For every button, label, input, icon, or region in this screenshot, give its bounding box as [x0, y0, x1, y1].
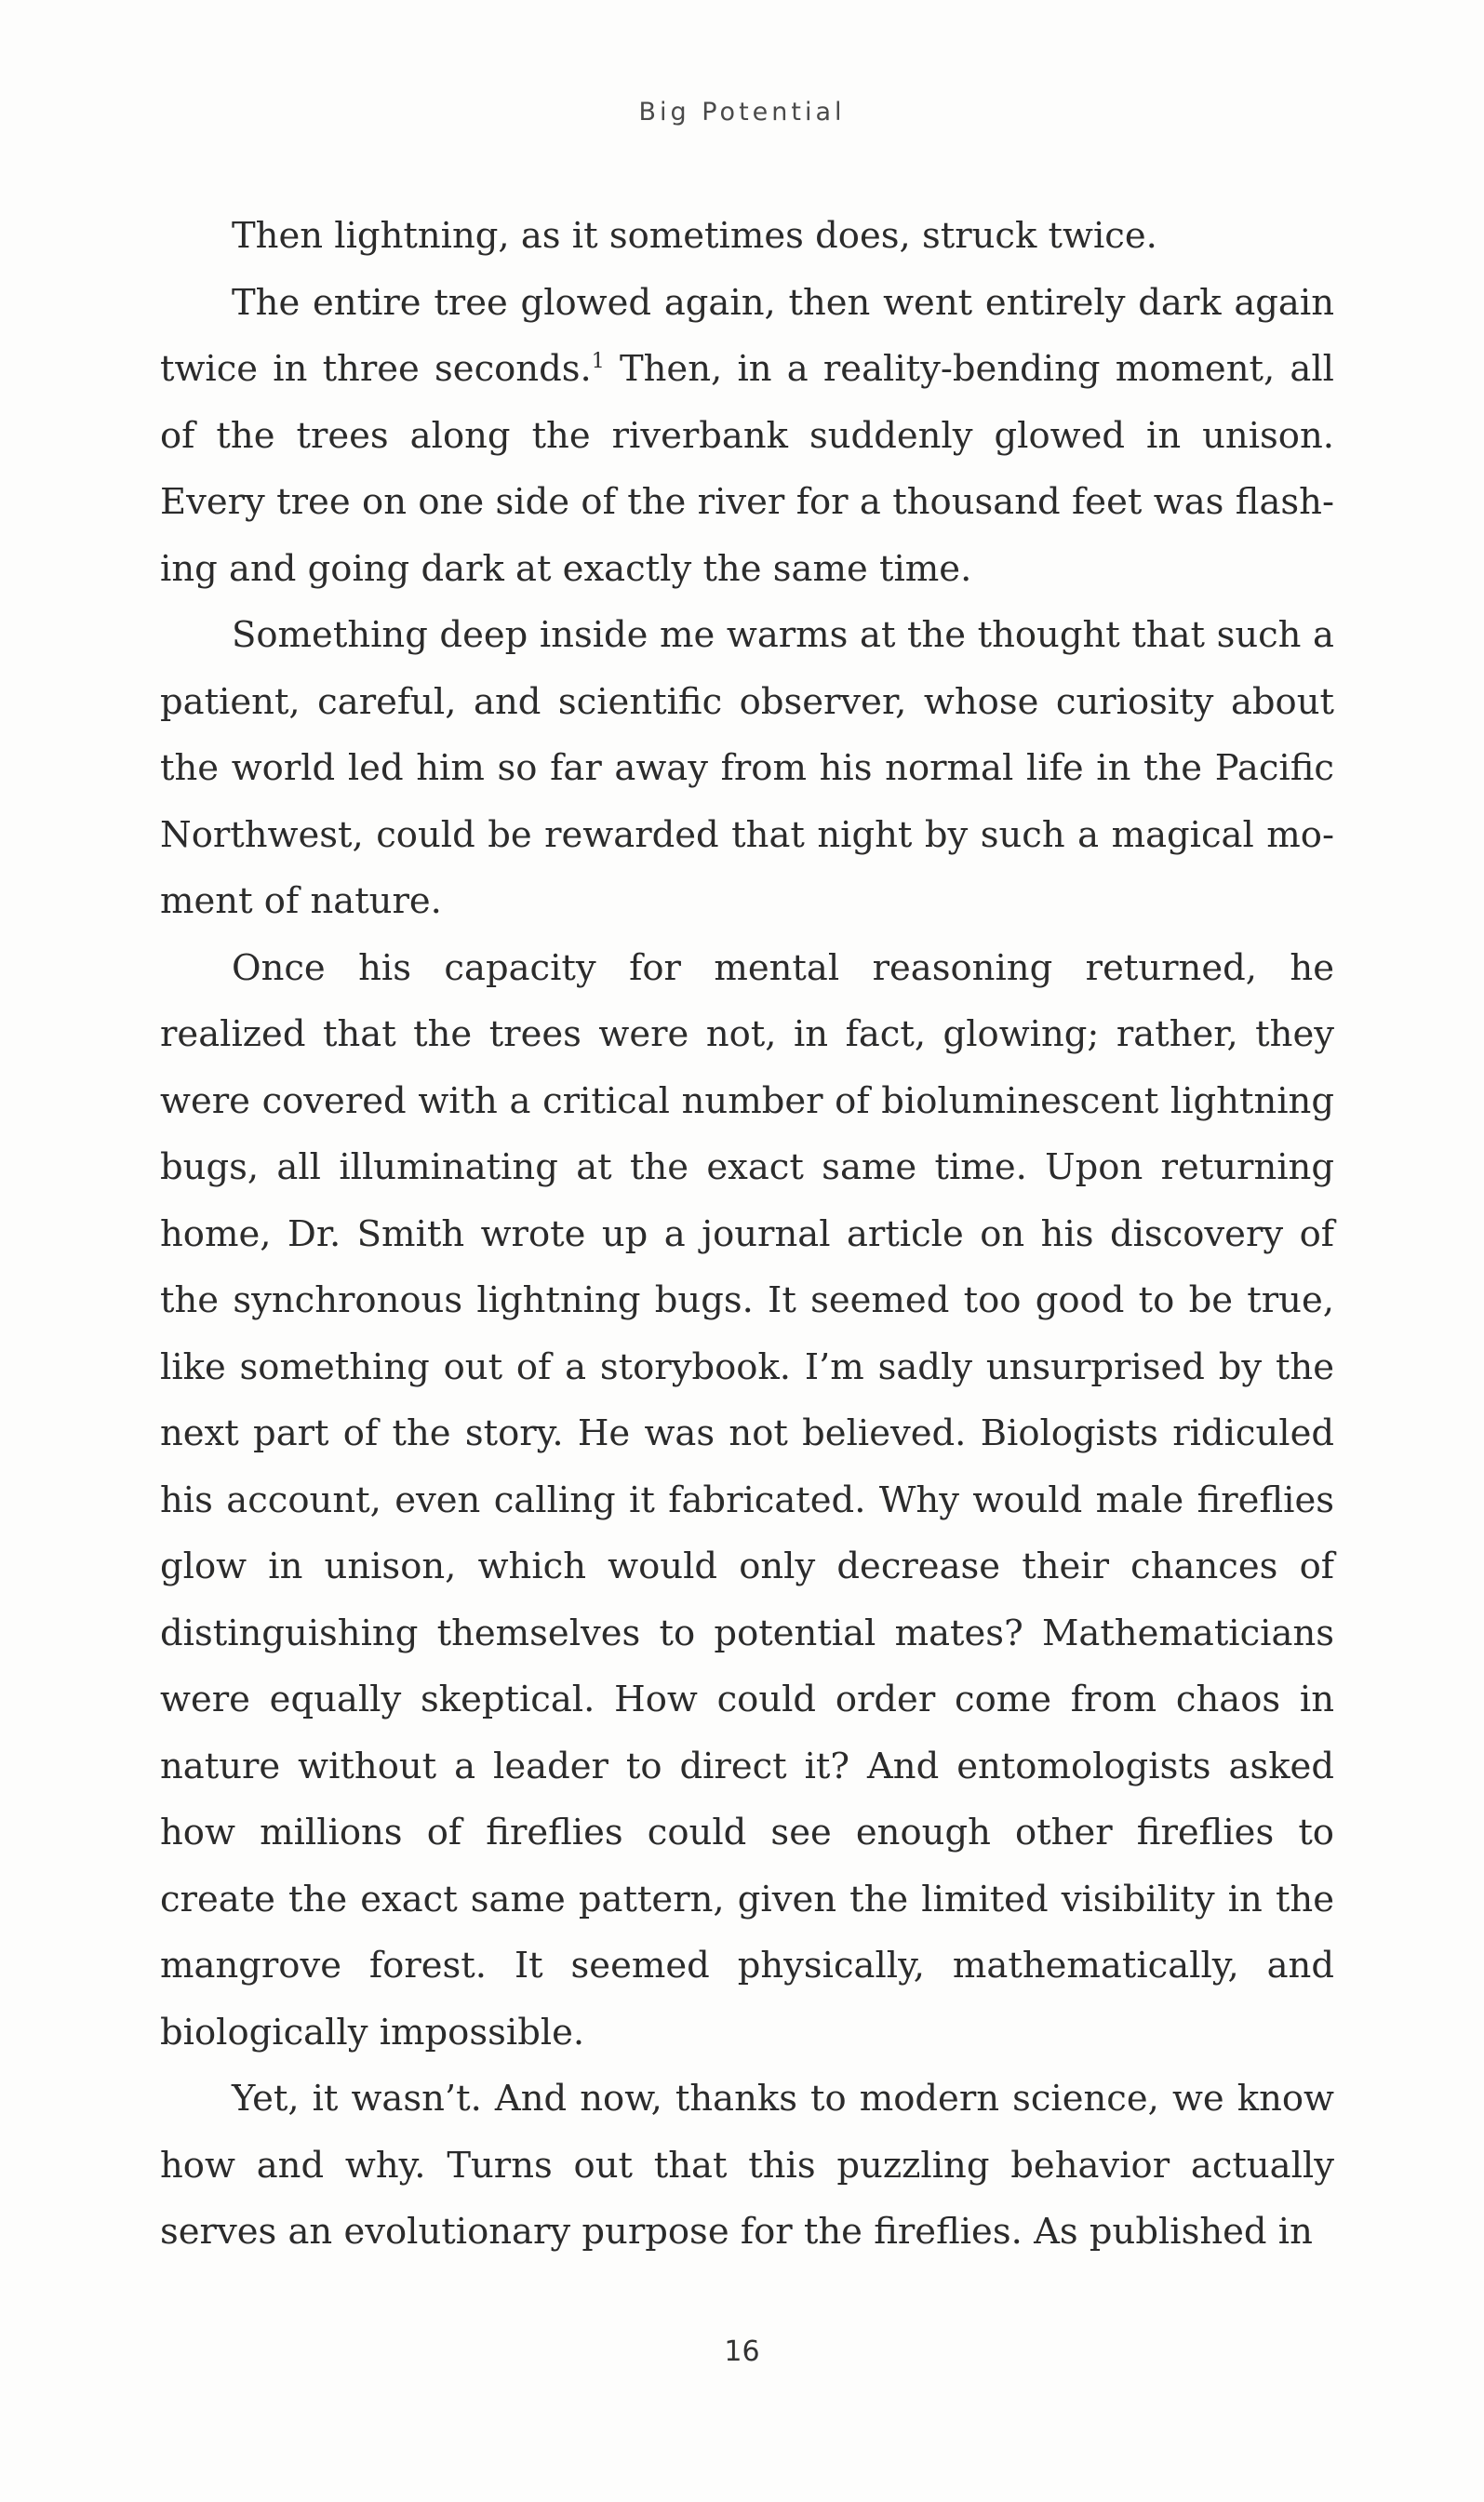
- body-text: [160, 203, 1334, 2266]
- paragraph-2-text-after-note: Then, in a reality-bending moment, all of the trees along the riverbank suddenly glowed in unison. Every tree on one side of the river for a thousand feet was flashing and going dark at exactly the same time.: [160, 348, 1334, 590]
- paragraph-1: Then lightning, as it sometimes does, struck twice.: [232, 215, 1157, 257]
- page-number: 16: [724, 2335, 760, 2368]
- paragraph-2-text-before-note: The entire tree glowed again, then went entirely dark again twice in three seconds.: [160, 281, 1334, 390]
- paragraph-2: [160, 270, 1334, 603]
- footnote-marker[interactable]: 1: [591, 350, 605, 374]
- paragraph-3: Something deep inside me warms at the thought that such a patient, careful, and scientific observer, whose curiosity about the world led him so far away from his normal life in the Pacific Northwest, could be rewarded that night by such a magical moment of nature.: [160, 614, 1334, 922]
- running-header-title: Big Potential: [638, 98, 846, 127]
- paragraph-5: Yet, it wasn’t. And now, thanks to modern science, we know how and why. Turns out that this puzzling behavior actually serves an evolutionary purpose for the fireflies. As published in: [160, 2078, 1334, 2253]
- paragraph-4: Once his capacity for mental reasoning returned, he realized that the trees were not, in fact, glowing; rather, they were covered with a critical number of bioluminescent lightning bugs, all illuminating at the exact same time. Upon returning home, Dr. Smith wrote up a journal article on his discovery of the synchronous lightning bugs. It seemed too good to be true, like something out of a storybook. I’m sadly unsurprised by the next part of the story. He was not believed. Biologists ridiculed his account, even calling it fabricated. Why would male fireflies glow in unison, which would only decrease their chances of distinguishing themselves to potential mates? Mathematicians were equally skeptical. How could order come from chaos in nature without a leader to direct it? And entomologists asked how millions of fireflies could see enough other fireflies to create the exact same pattern, given the limited visibility in the mangrove forest. It seemed physically, mathematically, and biologically impossible.: [160, 946, 1334, 2054]
